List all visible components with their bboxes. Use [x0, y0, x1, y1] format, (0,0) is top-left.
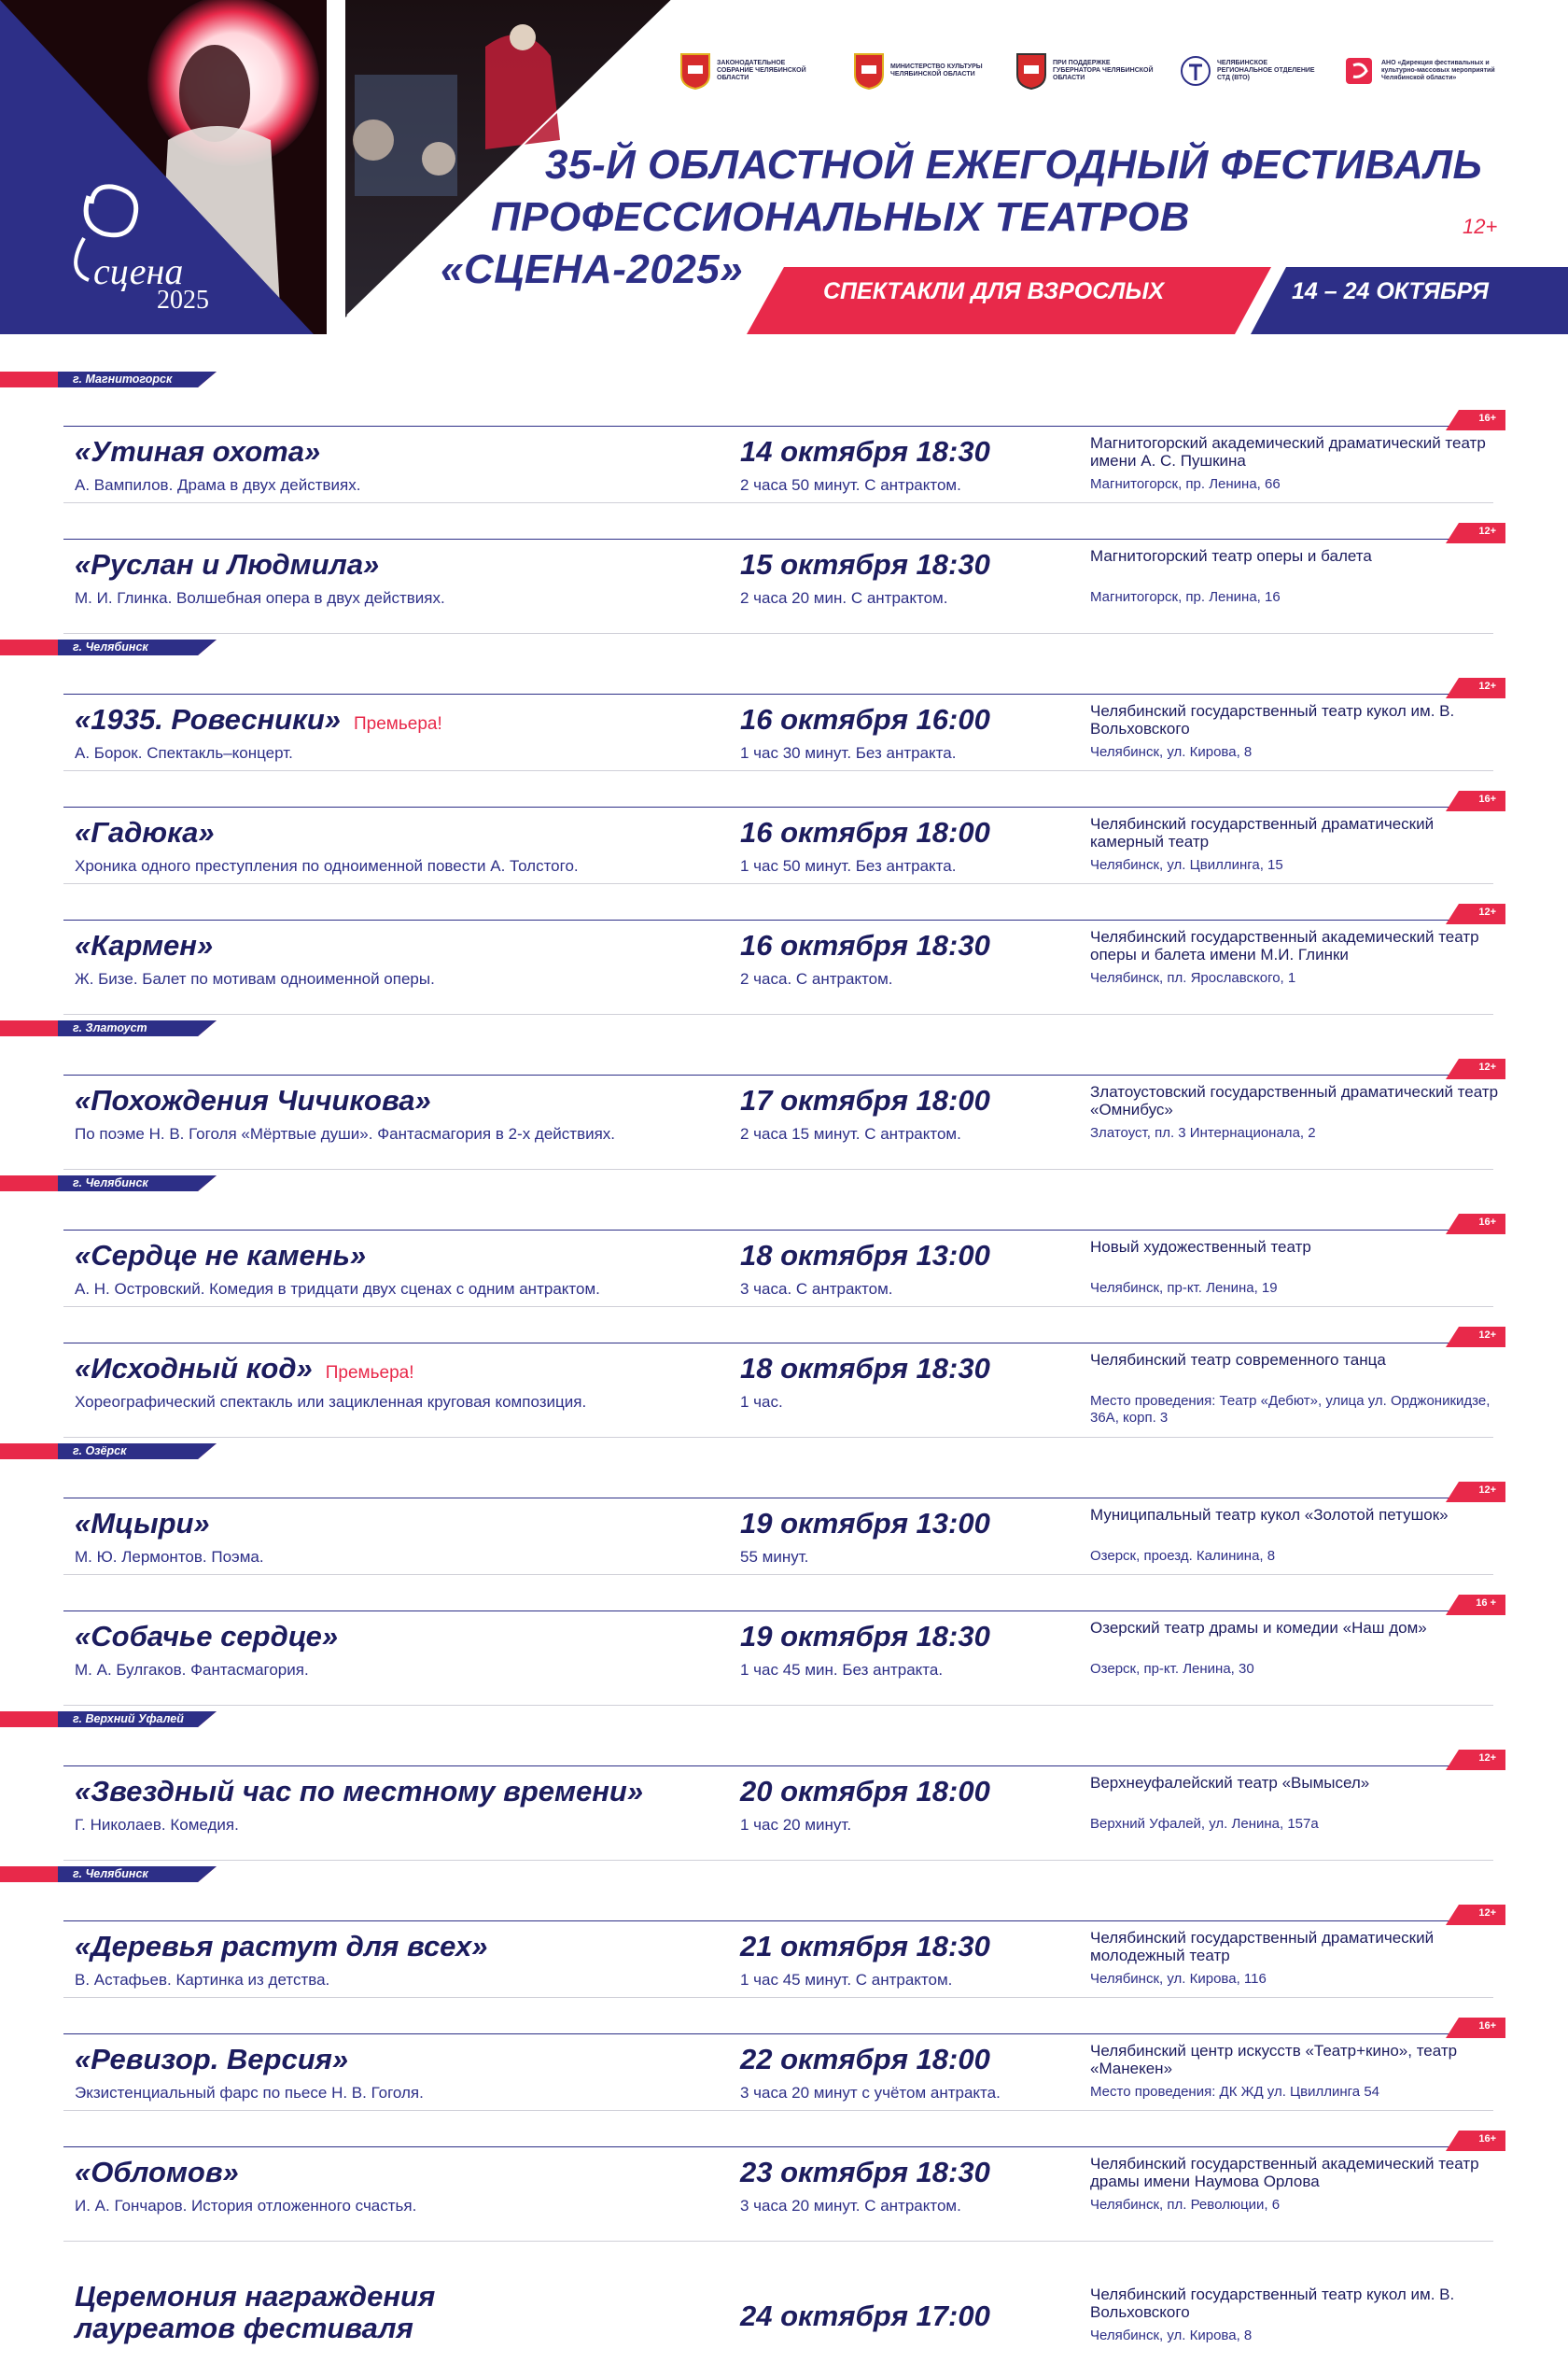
performance-row	[0, 1307, 1568, 1438]
performance-description: А. Вампилов. Драма в двух действиях.	[75, 476, 361, 494]
venue-name: Златоустовский государственный драматический театр «Омнибус»	[1090, 1083, 1499, 1118]
row-top-rule	[63, 1765, 1493, 1766]
venue-name: Магнитогорский театр оперы и балета	[1090, 547, 1372, 565]
performance-row	[0, 1885, 1568, 1998]
age-badge-shape	[1446, 904, 1505, 924]
performance-title	[75, 1352, 413, 1385]
performance-row	[0, 658, 1568, 771]
age-badge-shape	[1446, 791, 1505, 811]
venue-name: Челябинский государственный драматический молодежный театр	[1090, 1929, 1435, 1964]
performance-title	[75, 816, 228, 850]
partner-logo-std	[1180, 52, 1320, 90]
venue-address: Место проведения: Театр «Дебют», улица ул. Орджоникидзе, 36А, корп. 3	[1090, 1393, 1491, 1426]
partner-logo-directorate	[1344, 52, 1512, 90]
age-badge-shape	[1446, 2018, 1505, 2038]
directorate-icon	[1344, 52, 1376, 90]
performance-duration: 2 часа. С антрактом.	[740, 970, 893, 988]
festival-title-line3: «СЦЕНА-2025»	[441, 246, 744, 292]
age-badge-shape	[1446, 1327, 1505, 1347]
performance-title-text: «Похождения Чичикова»	[75, 1084, 431, 1117]
age-badge-shape	[1446, 1482, 1505, 1502]
partner-logo-text: ЧЕЛЯБИНСКОЕ РЕГИОНАЛЬНОЕ ОТДЕЛЕНИЕ СТД (ВТО)	[1217, 60, 1315, 81]
age-badge-label: 12+	[1478, 907, 1496, 918]
festival-title-line2: ПРОФЕССИОНАЛЬНЫХ ТЕАТРОВ	[491, 194, 1190, 240]
age-badge-shape	[1446, 1905, 1505, 1925]
venue-address: Челябинск, пл. Революции, 6	[1090, 2197, 1281, 2213]
performance-date: 14 октября 18:30	[740, 435, 990, 468]
festival-title-line1: 35-Й ОБЛАСТНОЙ ЕЖЕГОДНЫЙ ФЕСТИВАЛЬ	[545, 142, 1483, 188]
age-badge-label: 12+	[1478, 1907, 1496, 1919]
age-badge-label: 16+	[1478, 2020, 1496, 2032]
age-badge	[1446, 1482, 1505, 1502]
performance-title-text: «Гадюка»	[75, 816, 215, 849]
venue-name: Челябинский центр искусств «Театр+кино», театр «Манекен»	[1090, 2042, 1458, 2077]
city-divider	[0, 1015, 1568, 1039]
age-badge	[1446, 2131, 1505, 2151]
age-badge	[1446, 678, 1505, 698]
age-badge	[1446, 1214, 1505, 1234]
performance-title	[75, 1239, 379, 1273]
performance-duration: 2 часа 50 минут. С антрактом.	[740, 476, 961, 494]
venue-address: Озерск, проезд. Калинина, 8	[1090, 1548, 1276, 1564]
performance-description: А. Н. Островский. Комедия в тридцати двух сценах с одним антрактом.	[75, 1280, 600, 1298]
age-badge	[1446, 523, 1505, 543]
performance-title	[75, 1507, 223, 1540]
performance-date: 18 октября 13:00	[740, 1239, 990, 1272]
performance-description: Ж. Бизе. Балет по мотивам одноименной оперы.	[75, 970, 435, 988]
performance-description: М. И. Глинка. Волшебная опера в двух действиях.	[75, 589, 445, 607]
city-label: г. Златоуст	[73, 1021, 147, 1034]
performance-title-text: «Ревизор. Версия»	[75, 2043, 349, 2075]
city-label: г. Челябинск	[73, 640, 148, 654]
age-badge	[1446, 1327, 1505, 1347]
row-top-rule	[63, 2033, 1493, 2034]
performance-title-text: «Сердце не камень»	[75, 1239, 367, 1272]
performance-title-text: «Деревья растут для всех»	[75, 1930, 488, 1962]
age-badge-label: 12+	[1478, 1484, 1496, 1496]
ceremony-venue: Челябинский государственный театр кукол им. В. Вольховского	[1090, 2286, 1455, 2321]
performance-description: М. Ю. Лермонтов. Поэма.	[75, 1548, 264, 1566]
venue-address: Челябинск, ул. Цвиллинга, 15	[1090, 857, 1283, 873]
venue-address: Магнитогорск, пр. Ленина, 66	[1090, 476, 1281, 492]
performance-title	[75, 2156, 252, 2189]
performance-date: 20 октября 18:00	[740, 1775, 990, 1807]
age-badge	[1446, 1905, 1505, 1925]
performance-row	[0, 1575, 1568, 1706]
performance-description: И. А. Гончаров. История отложенного счастья.	[75, 2197, 417, 2215]
performance-duration: 1 час 20 минут.	[740, 1816, 852, 1834]
age-badge	[1446, 1595, 1505, 1615]
age-badge-label: 16+	[1478, 794, 1496, 805]
ceremony-title-line2: лауреатов фестиваля	[75, 2312, 413, 2344]
age-badge	[1446, 2018, 1505, 2038]
performance-title	[75, 435, 333, 469]
performance-row	[0, 1730, 1568, 1861]
poster-header	[0, 0, 1568, 334]
city-divider	[0, 1861, 1568, 1885]
performance-duration: 3 часа 20 минут с учётом антракта.	[740, 2084, 1001, 2102]
row-top-rule	[63, 1075, 1493, 1076]
performance-row	[0, 390, 1568, 503]
venue-name: Новый художественный театр	[1090, 1238, 1311, 1256]
ceremony-date: 24 октября 17:00	[740, 2300, 990, 2332]
city-label: г. Озёрск	[73, 1444, 127, 1457]
performance-title-text: «Собачье сердце»	[75, 1620, 339, 1653]
performance-date: 21 октября 18:30	[740, 1930, 990, 1962]
age-badge	[1446, 791, 1505, 811]
performance-title-text: «Обломов»	[75, 2156, 239, 2188]
performance-date: 18 октября 18:30	[740, 1352, 990, 1385]
venue-address: Магнитогорск, пр. Ленина, 16	[1090, 589, 1281, 605]
partner-logo-legislative	[679, 52, 819, 90]
partner-logo-text: ПРИ ПОДДЕРЖКЕ ГУБЕРНАТОРА ЧЕЛЯБИНСКОЙ ОБЛАСТИ	[1053, 60, 1154, 81]
performance-row	[0, 2111, 1568, 2242]
performance-date: 15 октября 18:30	[740, 548, 990, 581]
performance-duration: 3 часа 20 минут. С антрактом.	[740, 2197, 961, 2215]
performance-title-text: «Руслан и Людмила»	[75, 548, 380, 581]
performance-description: Г. Николаев. Комедия.	[75, 1816, 239, 1834]
age-badge-shape	[1446, 523, 1505, 543]
age-badge-label: 16 +	[1476, 1597, 1496, 1609]
festival-logo-year: 2025	[157, 286, 209, 315]
age-badge-shape	[1446, 1214, 1505, 1234]
performance-description: А. Борок. Спектакль–концерт.	[75, 744, 293, 762]
performance-row	[0, 503, 1568, 634]
coat-of-arms-icon	[1015, 52, 1047, 90]
age-badge	[1446, 1750, 1505, 1770]
performance-duration: 1 час 45 мин. Без антракта.	[740, 1661, 944, 1679]
performance-row	[0, 1462, 1568, 1575]
partner-logo-ministry	[853, 52, 993, 90]
festival-logo-name: сцена	[93, 250, 184, 292]
performance-date: 16 октября 16:00	[740, 703, 990, 736]
partner-logo-text: АНО «Дирекция фестивальных и культурно-массовых мероприятий Челябинской области»	[1381, 60, 1495, 81]
ceremony-address: Челябинск, ул. Кирова, 8	[1090, 2328, 1253, 2343]
performance-title	[75, 703, 442, 737]
row-top-rule	[63, 539, 1493, 540]
age-badge-label: 16+	[1478, 2133, 1496, 2145]
ceremony-row	[0, 2242, 1568, 2363]
performance-date: 19 октября 18:30	[740, 1620, 990, 1653]
age-badge-label: 12+	[1478, 1329, 1496, 1341]
venue-address: Челябинск, ул. Кирова, 116	[1090, 1971, 1267, 1987]
row-top-rule	[63, 1920, 1493, 1921]
venue-name: Муниципальный театр кукол «Золотой петушок»	[1090, 1506, 1449, 1524]
row-top-rule	[63, 1230, 1493, 1231]
city-divider	[0, 634, 1568, 658]
performance-duration: 2 часа 15 минут. С антрактом.	[740, 1125, 961, 1143]
performance-date: 22 октября 18:00	[740, 2043, 990, 2075]
partner-logo-governor	[1015, 52, 1155, 90]
performance-duration: 1 час 45 минут. С антрактом.	[740, 1971, 953, 1989]
partner-logos	[679, 52, 1538, 99]
performance-duration: 55 минут.	[740, 1548, 809, 1566]
age-badge-label: 16+	[1478, 413, 1496, 424]
partner-logo-text: МИНИСТЕРСТВО КУЛЬТУРЫ ЧЕЛЯБИНСКОЙ ОБЛАСТИ	[890, 63, 983, 77]
performance-duration: 3 часа. С антрактом.	[740, 1280, 893, 1298]
performance-row	[0, 1194, 1568, 1307]
performance-title-text: «Утиная охота»	[75, 435, 321, 468]
ceremony-title	[75, 2281, 435, 2344]
row-top-rule	[63, 426, 1493, 427]
age-badge-label: 16+	[1478, 1217, 1496, 1228]
performance-title	[75, 548, 392, 582]
venue-address: Челябинск, пл. Ярославского, 1	[1090, 970, 1296, 986]
city-divider	[0, 1438, 1568, 1462]
std-vto-icon	[1180, 52, 1211, 90]
venue-name: Челябинский государственный драматический камерный театр	[1090, 815, 1435, 851]
age-badge	[1446, 904, 1505, 924]
performance-row	[0, 1998, 1568, 2111]
age-badge-label: 12+	[1478, 1752, 1496, 1764]
performance-title	[75, 1620, 351, 1653]
performance-row	[0, 1039, 1568, 1170]
performance-description: М. А. Булгаков. Фантасмагория.	[75, 1661, 309, 1679]
age-badge-shape	[1446, 1059, 1505, 1079]
performance-duration: 1 час.	[740, 1393, 783, 1411]
performance-date: 23 октября 18:30	[740, 2156, 990, 2188]
venue-address: Челябинск, ул. Кирова, 8	[1090, 744, 1253, 760]
performance-row	[0, 771, 1568, 884]
performance-title	[75, 929, 226, 963]
performance-title-text: «1935. Ровесники»	[75, 703, 341, 736]
partner-logo-text: ЗАКОНОДАТЕЛЬНОЕ СОБРАНИЕ ЧЕЛЯБИНСКОЙ ОБЛАСТИ	[717, 60, 806, 81]
age-badge-shape	[1446, 1750, 1505, 1770]
venue-name: Челябинский государственный академический театр оперы и балета имени М.И. Глинки	[1090, 928, 1479, 963]
city-label: г. Магнитогорск	[73, 373, 173, 386]
venue-address: Место проведения: ДК ЖД ул. Цвиллинга 54	[1090, 2084, 1379, 2100]
performance-description: В. Астафьев. Картинка из детства.	[75, 1971, 330, 1989]
venue-name: Озерский театр драмы и комедии «Наш дом»	[1090, 1619, 1427, 1637]
venue-name: Челябинский государственный академический театр драмы имени Наумова Орлова	[1090, 2155, 1479, 2190]
row-top-rule	[63, 807, 1493, 808]
schedule-list	[0, 366, 1568, 2363]
performance-title-text: «Мцыри»	[75, 1507, 210, 1540]
venue-name: Верхнеуфалейский театр «Вымысел»	[1090, 1774, 1370, 1792]
performance-date: 19 октября 13:00	[740, 1507, 990, 1540]
audience-tag: СПЕКТАКЛИ ДЛЯ ВЗРОСЛЫХ	[823, 278, 1165, 304]
venue-name: Магнитогорский академический драматический театр имени А. С. Пушкина	[1090, 434, 1486, 470]
venue-name: Челябинский государственный театр кукол им. В. Вольховского	[1090, 702, 1455, 738]
performance-row	[0, 884, 1568, 1015]
city-divider	[0, 1706, 1568, 1730]
venue-address: Челябинск, пр-кт. Ленина, 19	[1090, 1280, 1278, 1296]
row-top-rule	[63, 920, 1493, 921]
age-badge-label: 12+	[1478, 681, 1496, 692]
performance-description: Хроника одного преступления по одноименной повести А. Толстого.	[75, 857, 579, 875]
performance-title-text: «Кармен»	[75, 929, 214, 962]
performance-date: 17 октября 18:00	[740, 1084, 990, 1117]
performance-duration: 2 часа 20 мин. С антрактом.	[740, 589, 948, 607]
city-label: г. Челябинск	[73, 1867, 148, 1880]
coat-of-arms-icon	[853, 52, 885, 90]
performance-description: Экзистенциальный фарс по пьесе Н. В. Гоголя.	[75, 2084, 424, 2102]
performance-title-text: «Звездный час по местному времени»	[75, 1775, 644, 1807]
age-badge-shape	[1446, 410, 1505, 430]
performance-description: По поэме Н. В. Гоголя «Мёртвые души». Фантасмагория в 2-х действиях.	[75, 1125, 616, 1143]
city-divider	[0, 1170, 1568, 1194]
performance-date: 16 октября 18:30	[740, 929, 990, 962]
age-rating: 12+	[1463, 215, 1498, 238]
city-label: г. Челябинск	[73, 1176, 148, 1189]
performance-title-text: «Исходный код»	[75, 1352, 313, 1385]
performance-title	[75, 1775, 656, 1808]
city-divider	[0, 366, 1568, 390]
performance-title	[75, 1930, 501, 1963]
ceremony-title-line1: Церемония награждения	[75, 2280, 436, 2313]
premiere-badge: Премьера!	[325, 1363, 414, 1383]
performance-duration: 1 час 30 минут. Без антракта.	[740, 744, 957, 762]
venue-name: Челябинский театр современного танца	[1090, 1351, 1386, 1369]
performance-title	[75, 2043, 361, 2076]
venue-address: Златоуст, пл. 3 Интернационала, 2	[1090, 1125, 1316, 1141]
performance-duration: 1 час 50 минут. Без антракта.	[740, 857, 957, 875]
venue-address: Озерск, пр-кт. Ленина, 30	[1090, 1661, 1254, 1677]
premiere-badge: Премьера!	[354, 714, 442, 734]
age-badge	[1446, 410, 1505, 430]
coat-of-arms-icon	[679, 52, 711, 90]
row-top-rule	[63, 694, 1493, 695]
row-top-rule	[63, 2146, 1493, 2147]
age-badge-label: 12+	[1478, 1062, 1496, 1073]
age-badge-label: 12+	[1478, 526, 1496, 537]
venue-address: Верхний Уфалей, ул. Ленина, 157а	[1090, 1816, 1319, 1832]
performance-date: 16 октября 18:00	[740, 816, 990, 849]
performance-description: Хореографический спектакль или зацикленная круговая композиция.	[75, 1393, 587, 1411]
age-badge	[1446, 1059, 1505, 1079]
row-top-rule	[63, 1610, 1493, 1611]
performance-title	[75, 1084, 444, 1118]
age-badge-shape	[1446, 2131, 1505, 2151]
city-label: г. Верхний Уфалей	[73, 1712, 184, 1725]
dates-tag: 14 – 24 ОКТЯБРЯ	[1292, 278, 1489, 304]
age-badge-shape	[1446, 678, 1505, 698]
